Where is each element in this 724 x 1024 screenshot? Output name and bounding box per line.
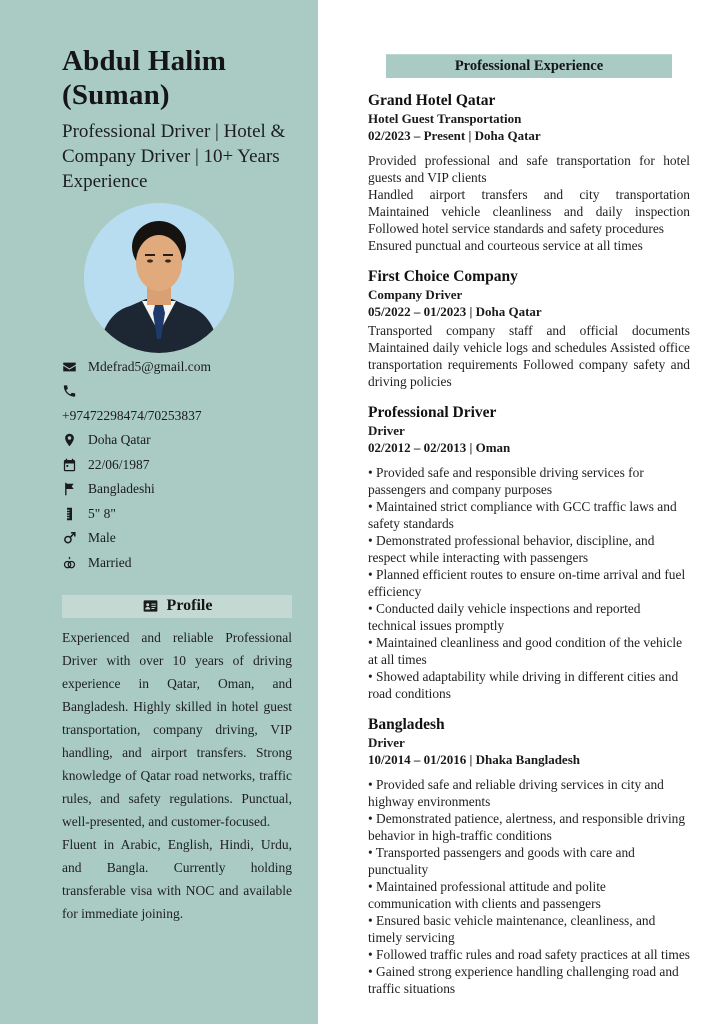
profile-heading-label: Profile (166, 597, 213, 614)
contact-row (62, 383, 292, 399)
job-duty-bullet: • Provided safe and reliable driving services in city and highway environments (368, 776, 690, 810)
job-company: Grand Hotel Qatar (368, 92, 496, 109)
contact-value: +97472298474/70253837 (62, 407, 202, 423)
job-period-location: 05/2022 – 01/2023 | Doha Qatar (368, 304, 542, 319)
job-duty-bullet: • Demonstrated professional behavior, discipline, and respect while interacting with passengers (368, 532, 690, 566)
phone-icon (62, 383, 77, 399)
portrait-illustration (84, 203, 234, 353)
contact-row (62, 359, 292, 375)
contact-value: 22/06/1987 (88, 456, 150, 472)
job-entry (368, 403, 690, 702)
job-duty-bullet: • Transported passengers and goods with care and punctuality (368, 844, 690, 878)
experience-column (318, 0, 724, 1024)
contact-row (62, 530, 292, 546)
job-duty-line: Ensured punctual and courteous service at all times (368, 238, 643, 253)
flag-icon (62, 481, 77, 497)
jobs-list (368, 91, 690, 997)
contact-value: Doha Qatar (88, 432, 151, 447)
profile-paragraph: Fluent in Arabic, English, Hindi, Urdu, and Bangla. Currently holding transferable visa with NOC and available for immediate joining. (62, 836, 292, 921)
job-period-location: 10/2014 – 01/2016 | Dhaka Bangladesh (368, 752, 580, 767)
job-entry (368, 715, 690, 997)
job-duties (368, 464, 690, 702)
job-period-location: 02/2023 – Present | Doha Qatar (368, 128, 541, 143)
person-job-title: Professional Driver | Hotel & Company Driver | 10+ Years Experience (62, 121, 286, 192)
contact-list (62, 359, 292, 571)
experience-heading-label: Professional Experience (454, 58, 604, 74)
job-role: Hotel Guest Transportation (368, 111, 522, 126)
job-duty-bullet: • Followed traffic rules and road safety practices at all times (368, 946, 690, 963)
profile-paragraph: Experienced and reliable Professional Driver with over 10 years of driving experience in Qatar, Oman, and Bangladesh. Highly skilled in hotel guest transportation, company driving, VIP handling, and airport transfers. Strong knowledge of Qatar road networks, traffic rules, and safety regulations. Punctual, well-presented, and customer-focused. (62, 629, 292, 829)
job-duty-bullet: • Provided safe and responsible driving services for passengers and company purposes (368, 464, 690, 498)
calendar-icon (62, 457, 77, 473)
job-duty-bullet: • Ensured basic vehicle maintenance, cleanliness, and timely servicing (368, 912, 690, 946)
job-role: Company Driver (368, 287, 463, 302)
contact-value: Married (88, 554, 132, 570)
job-duty-bullet: • Gained strong experience handling challenging road and traffic situations (368, 963, 690, 997)
profile-photo (84, 203, 234, 353)
envelope-icon (62, 359, 77, 375)
contact-value: Bangladeshi (88, 481, 155, 496)
job-duty-line: Followed hotel service standards and safety procedures (368, 221, 664, 236)
job-role: Driver (368, 423, 405, 438)
contact-row (62, 432, 292, 448)
job-company: First Choice Company (368, 268, 518, 285)
contact-row (62, 481, 292, 497)
contact-row (62, 457, 292, 473)
job-duty-line: Provided professional and safe transportation for hotel guests and VIP clients (368, 153, 690, 185)
location-icon (62, 432, 77, 448)
profile-summary (62, 626, 292, 925)
job-duty-bullet: • Conducted daily vehicle inspections and reported technical issues promptly (368, 600, 690, 634)
marriage-icon (62, 555, 77, 571)
job-duties (368, 152, 690, 254)
job-entry (368, 91, 690, 254)
person-name: Abdul Halim (Suman) (62, 45, 227, 112)
id-card-icon (142, 599, 159, 613)
job-duty-line: Handled airport transfers and city transportation (368, 187, 690, 202)
contact-value: 5" 8" (88, 505, 116, 521)
job-company: Bangladesh (368, 716, 445, 733)
experience-section-header (386, 54, 672, 78)
male-icon (62, 530, 77, 546)
job-duty-bullet: • Maintained professional attitude and polite communication with clients and passengers (368, 878, 690, 912)
contact-value: Mdefrad5@gmail.com (88, 358, 212, 374)
job-duty-bullet: • Maintained cleanliness and good condition of the vehicle at all times (368, 634, 690, 668)
job-role: Driver (368, 735, 405, 750)
height-icon (62, 506, 77, 522)
profile-section-header (62, 595, 292, 618)
contact-value: Male (88, 530, 116, 545)
job-duties (368, 776, 690, 997)
job-duty-bullet: • Demonstrated patience, alertness, and responsible driving behavior in high-traffic conditions (368, 810, 690, 844)
job-company: Professional Driver (368, 404, 497, 421)
contact-row (62, 555, 292, 571)
job-duty-line: Maintained vehicle cleanliness and daily inspection (368, 204, 690, 219)
job-duties (368, 322, 690, 390)
job-duty-line: Transported company staff and official documents Maintained daily vehicle logs and schedules Assisted office transportation requirements Followed company safety and driving policies (368, 323, 690, 389)
contact-row (62, 506, 292, 522)
contact-row (62, 408, 292, 424)
job-duty-bullet: • Showed adaptability while driving in different cities and road conditions (368, 668, 690, 702)
job-entry (368, 267, 690, 390)
job-duty-bullet: • Planned efficient routes to ensure on-time arrival and fuel efficiency (368, 566, 690, 600)
sidebar (0, 0, 318, 1024)
job-period-location: 02/2012 – 02/2013 | Oman (368, 440, 511, 455)
job-duty-bullet: • Maintained strict compliance with GCC traffic laws and safety standards (368, 498, 690, 532)
